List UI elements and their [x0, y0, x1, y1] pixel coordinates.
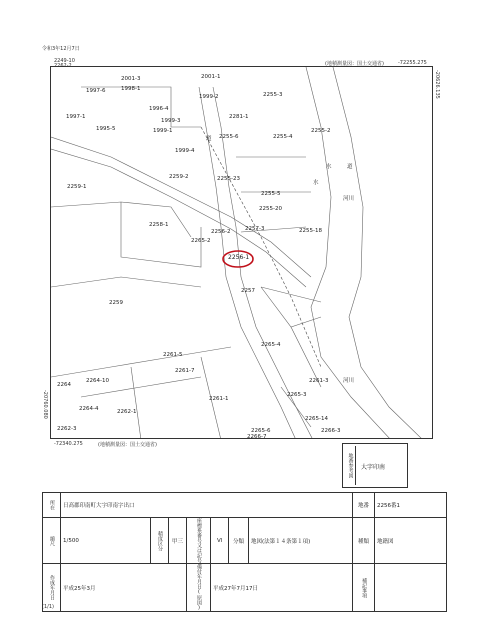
lot-label: 1999-4	[175, 148, 195, 154]
stamp-seal: 大字印南	[361, 464, 386, 471]
note-value	[375, 564, 447, 612]
lot-label: 2266-3	[321, 428, 341, 434]
lot-label-highlighted: 2256-1	[228, 254, 250, 261]
reference-stamp	[342, 443, 408, 488]
created-value: 平成25年3月	[61, 564, 187, 612]
lot-label: 1995-5	[96, 126, 116, 132]
coord-label: -20626.135	[434, 70, 440, 99]
water-label: 道	[347, 164, 353, 170]
stamp-label: 地番参考図	[347, 453, 354, 478]
lot-label: 2265-3	[287, 392, 307, 398]
cell-label: 分類	[229, 518, 249, 564]
lot-label: 2262-1	[117, 409, 137, 415]
cell-label: 精度区分	[157, 530, 163, 551]
map-note: (地積測量図：国土交通省)	[325, 61, 384, 67]
lot-label: 2265-4	[261, 342, 281, 348]
lot-label: 2258-1	[149, 222, 169, 228]
lot-label: 2255-23	[217, 176, 240, 182]
cell-label: 所在	[49, 500, 55, 510]
lot-number-value: 2256番1	[375, 493, 447, 518]
lot-label: 2264-10	[86, 378, 109, 384]
lot-label: 2255-2	[311, 128, 331, 134]
river-label: 河川	[343, 196, 355, 202]
lot-label: 2264	[57, 382, 71, 388]
coord-label: 2262-2	[54, 63, 72, 69]
cell-label: 縮尺	[49, 535, 55, 546]
lot-label: 2261-7	[175, 368, 195, 374]
table-row	[43, 493, 447, 518]
cell-label: 備付年月日(原図)	[196, 564, 202, 611]
cell-label: 作成年月日	[49, 575, 55, 600]
lot-label: 2261-1	[209, 396, 229, 402]
lot-label: 2281-1	[229, 114, 249, 120]
lot-label: 2001-3	[121, 76, 141, 82]
lot-label: 2264-4	[79, 406, 99, 412]
lot-label: 2255-4	[273, 134, 293, 140]
coord-label: -20760.080	[42, 390, 48, 419]
map-note: (地積測量図：国土交通省)	[98, 442, 157, 448]
page-number: (1/1)	[42, 604, 54, 610]
type-value: 地籍図	[375, 518, 447, 564]
print-date: 令和3年12月7日	[42, 46, 80, 52]
coord-label: -72255.275	[398, 60, 427, 66]
lot-label: 2256-2	[211, 229, 231, 235]
cell-label: 種類	[353, 518, 375, 564]
info-table	[42, 492, 447, 612]
lot-label: 2261-5	[163, 352, 183, 358]
lot-label: 2255-6	[219, 134, 239, 140]
lot-label: 1997-1	[66, 114, 86, 120]
cell-label: 地番	[353, 493, 375, 518]
lot-label: 2255-18	[299, 228, 322, 234]
lot-label: 2255-5	[261, 191, 281, 197]
lot-label: 2261-3	[309, 378, 329, 384]
coord-label: -72340.275	[54, 441, 83, 447]
lot-label: 2265-14	[305, 416, 328, 422]
lot-label: 2259	[109, 300, 123, 306]
map-area	[50, 66, 433, 439]
lot-label: 2266-7	[247, 434, 267, 439]
filed-value: 平成27年7月17日	[211, 564, 353, 612]
lot-label: 1997-6	[86, 88, 106, 94]
category-value: 地図(法第１４条第１項)	[249, 518, 353, 564]
precision-value: 甲三	[169, 518, 187, 564]
table-row	[43, 518, 447, 564]
lot-label: 1999-2	[199, 94, 219, 100]
lot-label: 1999-1	[153, 128, 173, 134]
lot-label: 2259-1	[67, 184, 87, 190]
water-label: 水	[313, 180, 319, 186]
lot-label: 1999-3	[161, 118, 181, 124]
location-value: 日高郡印南町大字印南字出口	[61, 493, 353, 518]
lot-label: 2257	[241, 288, 255, 294]
coord-system-value: Ⅵ	[211, 518, 229, 564]
coord-label: 2249-10	[54, 58, 75, 64]
lot-label: 2001-1	[201, 74, 221, 80]
lot-label: 1996-4	[149, 106, 169, 112]
lot-label: 2265-2	[191, 238, 211, 244]
lot-label: 2255-3	[263, 92, 283, 98]
cell-label: 座標系番号又は記号	[196, 518, 202, 563]
cell-label: 補記事項	[361, 577, 368, 598]
river-label: 河川	[343, 378, 355, 384]
water-label: 水	[326, 164, 332, 170]
lot-label: 1998-1	[121, 86, 141, 92]
lot-label: 2259-2	[169, 174, 189, 180]
scale-value: 1/500	[61, 518, 151, 564]
lot-label: 2262-3	[57, 426, 77, 432]
lot-label: 2257-3	[245, 226, 265, 232]
road-label: 道	[206, 136, 212, 142]
table-row	[43, 564, 447, 612]
lot-label: 2265-6	[251, 428, 271, 434]
lot-label: 2255-20	[259, 206, 282, 212]
